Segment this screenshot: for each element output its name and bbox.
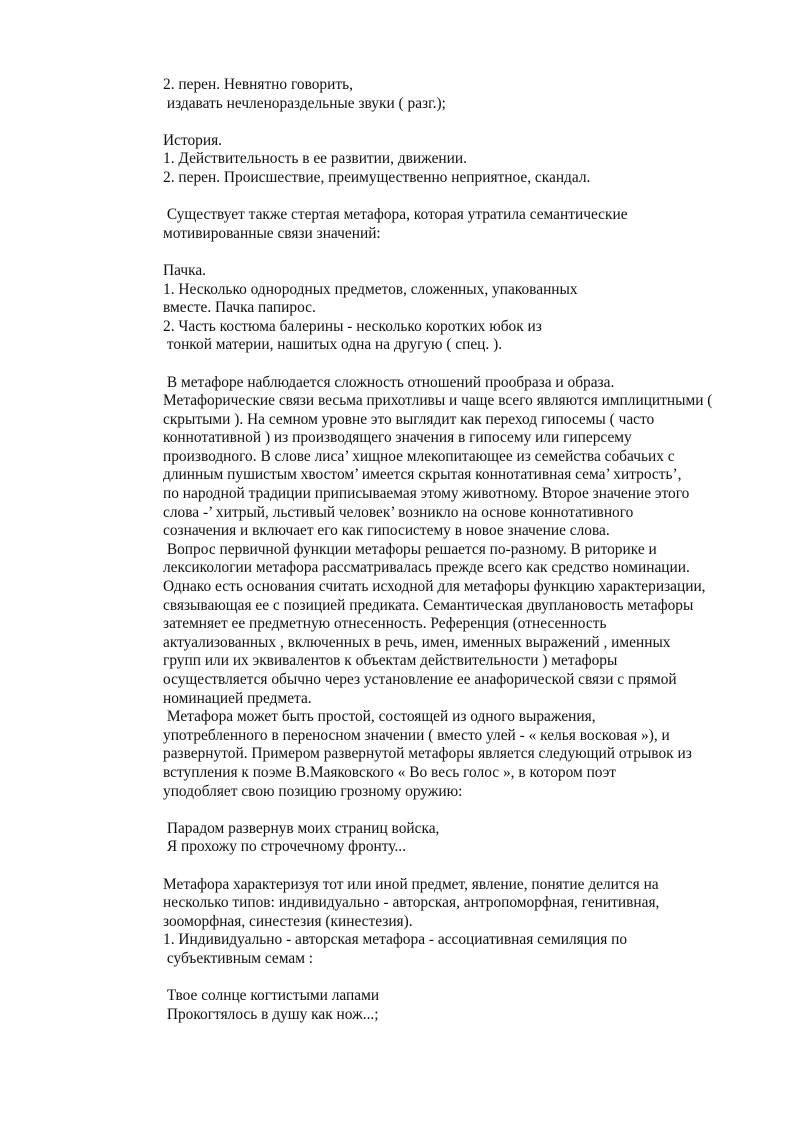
text-line: коннотативной ) из производящего значения в гипосему или гиперсему (163, 429, 632, 447)
text-line (163, 243, 763, 262)
text-line: 1. Несколько однородных предметов, сложенных, упакованных (163, 280, 578, 298)
text-line: субъективным семам : (163, 949, 314, 967)
text-line: Твое солнце когтистыми лапами (163, 987, 380, 1005)
text-line: несколько типов: индивидуально - авторская, антропоморфная, генитивная, (163, 894, 660, 912)
text-line: скрытыми ). На семном уровне это выглядит как переход гипосемы ( часто (163, 410, 655, 428)
text-line: Прокогтялось в душу как нож...; (163, 1005, 379, 1023)
text-line: производного. В слове лиса’ хищное млекопитающее из семейства собачьих с (163, 447, 675, 465)
text-line: В метафоре наблюдается сложность отношений прообраза и образа. (163, 373, 615, 391)
text-line: зооморфная, синестезия (кинестезия). (163, 912, 413, 930)
text-line: групп или их эквивалентов к объектам действительности ) метафоры (163, 652, 618, 670)
text-line (163, 801, 763, 820)
text-line: затемняет ее предметную отнесенность. Референция (отнесенность (163, 615, 607, 633)
text-line: номинацией предмета. (163, 689, 312, 707)
text-line: тонкой материи, нашитых одна на другую ( спец. ). (163, 336, 503, 354)
text-line: издавать нечленораздельные звуки ( разг.); (163, 94, 446, 112)
text-line: Метафорические связи весьма прихотливы и чаще всего являются имплицитными ( (163, 392, 713, 410)
text-line: Вопрос первичной функции метафоры решается по-разному. В риторике и (163, 540, 657, 558)
text-line: Пачка. (163, 261, 206, 279)
text-line: 2. Часть костюма балерины - несколько коротких юбок из (163, 317, 542, 335)
text-line: Метафора характеризуя тот или иной предмет, явление, понятие делится на (163, 875, 659, 893)
text-line (163, 113, 763, 132)
text-line (163, 857, 763, 876)
text-line: осуществляется обычно через установление ее анафорической связи с прямой (163, 671, 677, 688)
text-line: История. (163, 131, 223, 149)
text-line: 1. Действительность в ее развитии, движении. (163, 150, 467, 168)
text-line: созначения и включает его как гипосистему в новое значение слова. (163, 522, 610, 540)
text-line: Парадом развернув моих страниц войска, (163, 819, 440, 837)
document-page (163, 76, 763, 1024)
text-line: уподобляет свою позицию грозному оружию: (163, 782, 463, 800)
text-line (163, 188, 763, 207)
text-line: употребленного в переносном значении ( вместо улей - « келья восковая »), и (163, 726, 670, 744)
text-line: Однако есть основания считать исходной для метафоры функцию характеризации, (163, 578, 706, 596)
text-line (163, 355, 763, 374)
text-line: слова -’ хитрый, льстивый человек’ возникло на основе коннотативного (163, 503, 634, 521)
text-line: Существует также стертая метафора, которая утратила семантические (163, 206, 628, 224)
text-line: длинным пушистым хвостом’ имеется скрытая коннотативная сема’ хитрость’, (163, 466, 682, 484)
text-line: 2. перен. Невнятно говорить, (163, 76, 353, 93)
text-line: вместе. Пачка папирос. (163, 299, 316, 317)
text-line: Я прохожу по строчечному фронту... (163, 838, 406, 856)
text-line (163, 969, 763, 988)
text-line: лексикологии метафора рассматривалась прежде всего как средство номинации. (163, 559, 690, 577)
text-line: вступления к поэме В.Маяковского « Во весь голос », в котором поэт (163, 763, 617, 781)
text-line: актуализованных , включенных в речь, имен, именных выражений , именных (163, 633, 671, 651)
text-line: связывающая ее с позицией предиката. Семантическая двуплановость метафоры (163, 596, 694, 614)
text-line: по народной традиции приписываемая этому животному. Второе значение этого (163, 485, 690, 503)
text-line: развернутой. Примером развернутой метафоры является следующий отрывок из (163, 745, 692, 763)
text-line: Метафора может быть простой, состоящей из одного выражения, (163, 708, 596, 726)
text-line: 2. перен. Происшествие, преимущественно неприятное, скандал. (163, 168, 591, 186)
text-line: 1. Индивидуально - авторская метафора - ассоциативная семиляция по (163, 931, 628, 949)
text-line: мотивированные связи значений: (163, 224, 381, 242)
